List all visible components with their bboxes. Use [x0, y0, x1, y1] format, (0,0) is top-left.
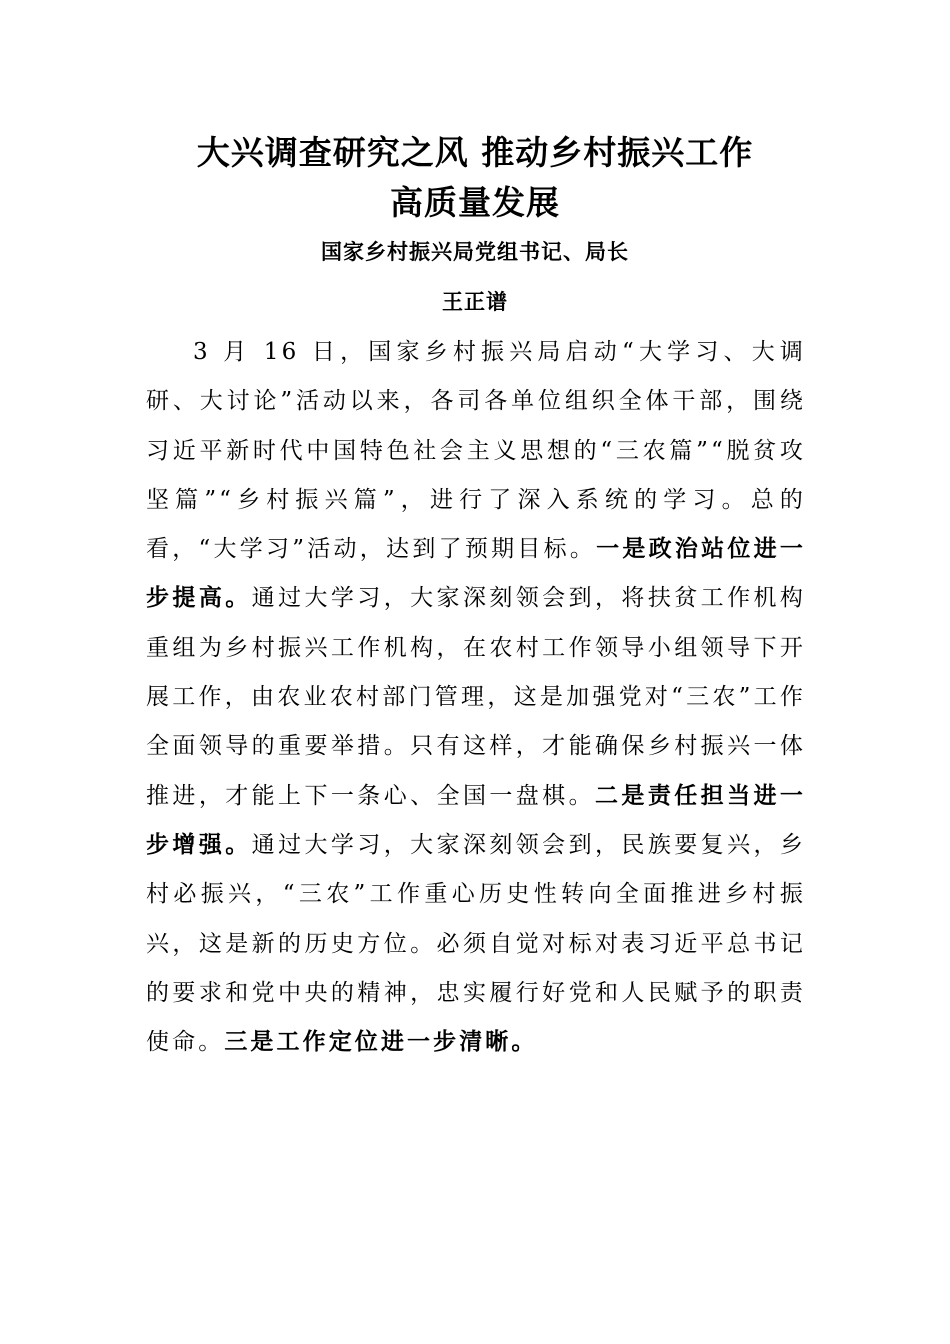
body-paragraph [146, 328, 806, 1067]
document-title-line-2: 高质量发展 [390, 183, 560, 222]
bold-point-1: 一是政治站位进一步提高。 [146, 536, 806, 612]
body-text-segment-1: 3 月 16 日，国家乡村振兴局启动“大学习、大调研、大讨论”活动以来，各司各单位组织全体干部，围绕习近平新时代中国特色社会主义思想的“三农篇”“脱贫攻坚篇”“乡村振兴篇”，进行了深入系统的学习。总的看，“大学习”活动，达到了预期目标。 [146, 339, 806, 563]
body-text-segment-3: 通过大学习，大家深刻领会到，民族要复兴，乡村必振兴，“三农”工作重心历史性转向全面推进乡村振兴，这是新的历史方位。必须自觉对标对表习近平总书记的要求和党中央的精神，忠实履行好党和人民赋予的职责使命。 [146, 831, 806, 1056]
document-title-line-1: 大兴调查研究之风 推动乡村振兴工作 [196, 133, 754, 172]
author-title: 国家乡村振兴局党组书记、局长 [321, 239, 629, 264]
bold-point-2: 二是责任担当进一步增强。 [146, 782, 806, 858]
author-name: 王正谱 [442, 289, 508, 314]
body-text-segment-2: 通过大学习，大家深刻领会到，将扶贫工作机构重组为乡村振兴工作机构，在农村工作领导小组领导下开展工作，由农业农村部门管理，这是加强党对“三农”工作全面领导的重要举措。只有这样，才能确保乡村振兴一体推进，才能上下一条心、全国一盘棋。 [146, 585, 806, 809]
bold-point-3: 三是工作定位进一步清晰。 [224, 1029, 538, 1056]
